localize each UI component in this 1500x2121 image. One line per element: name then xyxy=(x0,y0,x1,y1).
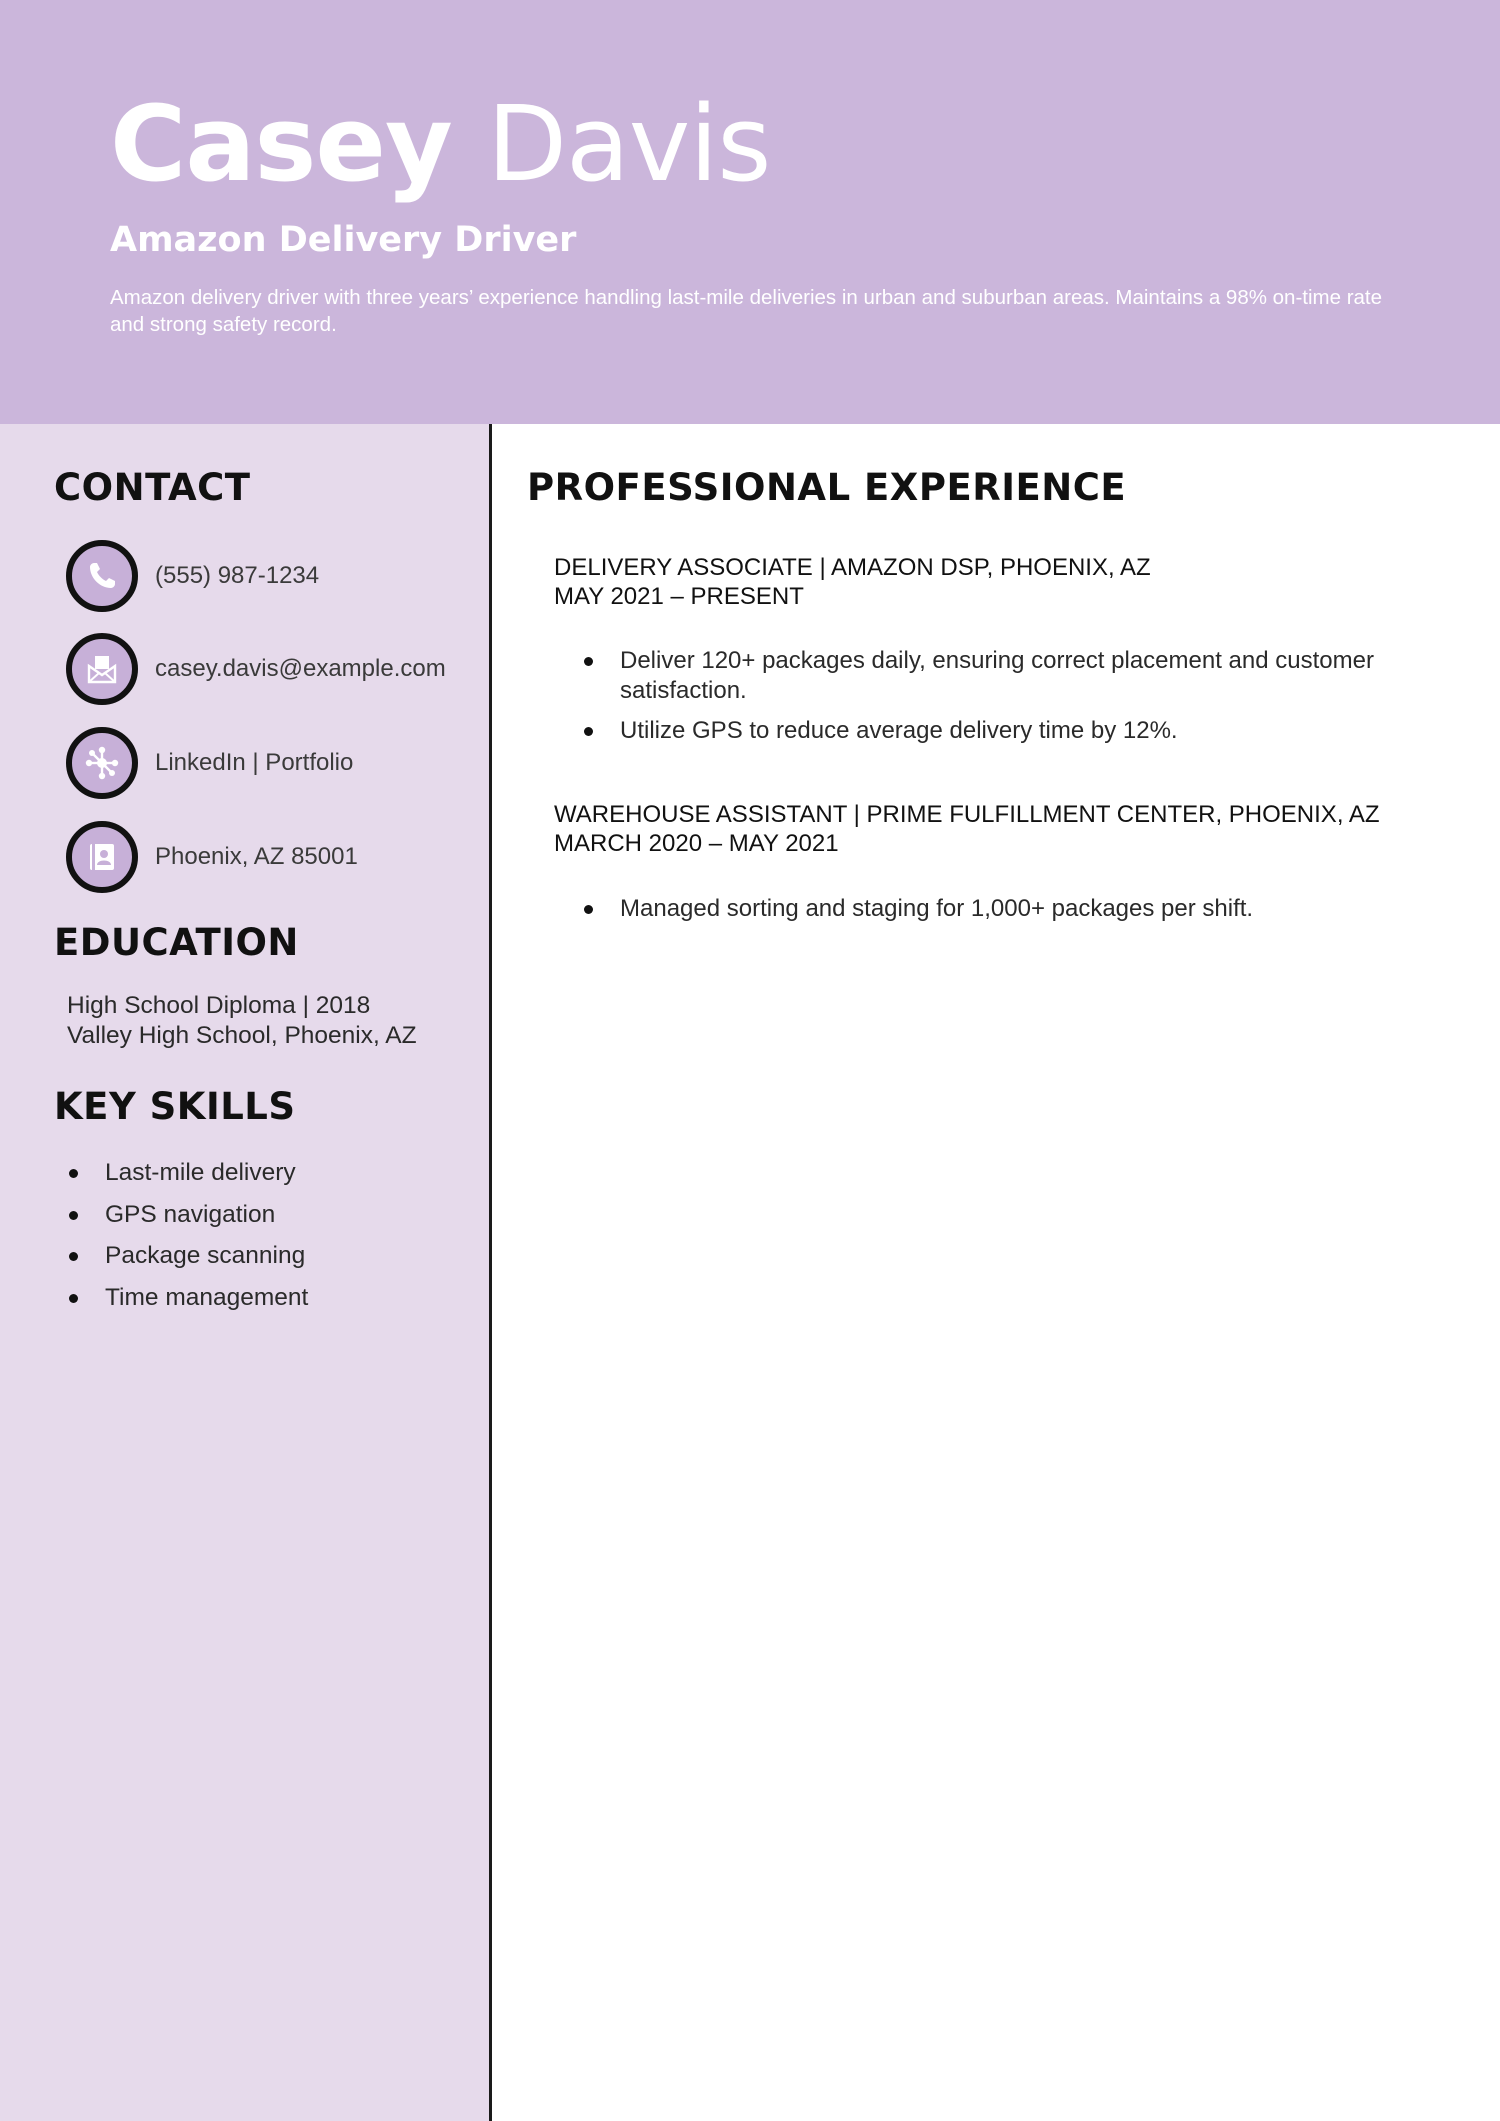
envelope-icon xyxy=(66,633,138,705)
phone-icon xyxy=(66,540,138,612)
list-item: Package scanning xyxy=(52,1235,308,1277)
skills-list xyxy=(52,1152,308,1318)
job-1-title: DELIVERY ASSOCIATE | AMAZON DSP, PHOENIX, AZ xyxy=(554,554,1151,581)
experience-heading: PROFESSIONAL EXPERIENCE xyxy=(527,466,1127,509)
education-heading: EDUCATION xyxy=(54,921,299,964)
job-2-bullets xyxy=(554,894,1454,934)
education-degree: High School Diploma | 2018 xyxy=(67,992,371,1019)
list-item: Managed sorting and staging for 1,000+ packages per shift. xyxy=(554,894,1454,924)
location: Phoenix, AZ 85001 xyxy=(155,843,358,870)
contact-phone xyxy=(66,540,486,612)
network-icon xyxy=(66,727,138,799)
list-item: GPS navigation xyxy=(52,1194,308,1236)
job-2-title: WAREHOUSE ASSISTANT | PRIME FULFILLMENT CENTER, PHOENIX, AZ xyxy=(554,801,1380,828)
phone-number[interactable]: (555) 987-1234 xyxy=(155,562,320,589)
education-school: Valley High School, Phoenix, AZ xyxy=(67,1022,417,1049)
skills-heading: KEY SKILLS xyxy=(54,1085,296,1128)
profile-links[interactable]: LinkedIn | Portfolio xyxy=(155,749,354,776)
email-address[interactable]: casey.davis@example.com xyxy=(155,655,446,682)
list-item: Utilize GPS to reduce average delivery time by 12%. xyxy=(554,716,1454,746)
contact-links xyxy=(66,727,486,799)
job-2-dates: MARCH 2020 – MAY 2021 xyxy=(554,830,839,857)
list-item: Deliver 120+ packages daily, ensuring correct placement and customer satisfaction. xyxy=(554,646,1454,706)
resume-header xyxy=(0,0,1500,424)
last-name: Davis xyxy=(486,83,771,205)
job-1-dates: MAY 2021 – PRESENT xyxy=(554,583,804,610)
contact-location xyxy=(66,821,486,893)
job-1-bullets xyxy=(554,646,1454,756)
list-item: Last-mile delivery xyxy=(52,1152,308,1194)
professional-summary: Amazon delivery driver with three years’ experience handling last-mile deliveries in urban and suburban areas. Maintains a 98% on-time rate and strong safety record. xyxy=(110,286,1383,336)
contact-heading: CONTACT xyxy=(54,466,251,509)
contact-email xyxy=(66,633,486,705)
first-name: Casey xyxy=(110,83,452,205)
candidate-name xyxy=(110,82,770,207)
list-item: Time management xyxy=(52,1277,308,1319)
job-title: Amazon Delivery Driver xyxy=(110,220,577,260)
address-book-icon xyxy=(66,821,138,893)
